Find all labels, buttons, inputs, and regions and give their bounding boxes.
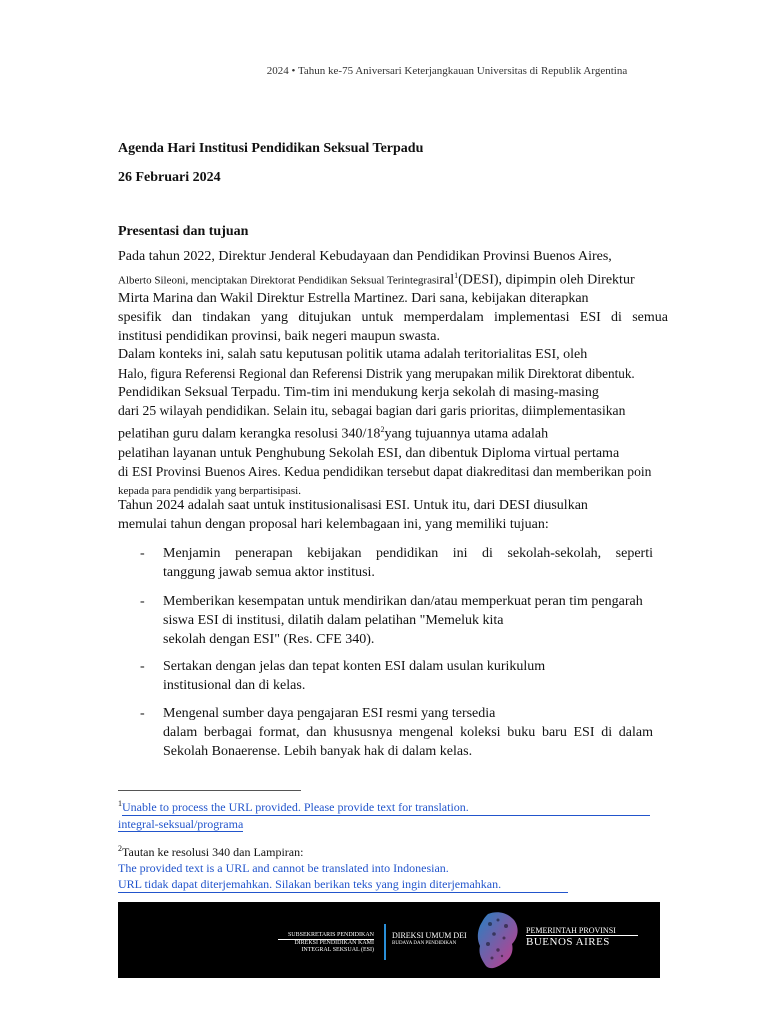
list-item-line: institusional dan di kelas. [163,677,306,693]
list-bullet: - [140,546,145,561]
logo-divider [384,924,386,960]
list-item-line: Mengenal sumber daya pengajaran ESI resmi yang tersedia [163,706,496,721]
footnote-mark: 2 [118,844,122,853]
paragraph-text: pelatihan guru dalam kerangka resolusi 340/18 [118,426,381,442]
list-bullet: - [140,706,145,721]
paragraph-small-text: Alberto Sileoni, menciptakan Direktorat Pendidikan Seksual Terintegrasi [118,274,440,287]
paragraph-line: Dalam konteks ini, salah satu keputusan politik utama adalah teritorialitas ESI, oleh [118,347,588,362]
logo-text: DIREKSI PENDIDIKAN KAMI [294,940,374,946]
list-item-line: siswa ESI di institusi, dilatih dalam pelatihan "Memeluk kita [163,612,504,628]
paragraph-line: Mirta Marina dan Wakil Direktur Estrella Martinez. Dari sana, kebijakan diterapkan [118,291,589,307]
paragraph-line: Tahun 2024 adalah saat untuk institusionalisasi ESI. Untuk itu, dari DESI diusulkan [118,498,588,513]
logo-text: SUBSEKRETARIS PENDIDIKAN [278,932,374,940]
paragraph-text: (DESI), dipimpin oleh Direktur [458,272,635,288]
paragraph-1 [118,248,668,347]
list-item-line: Menjamin penerapan kebijakan pendidikan ini di sekolah-sekolah, seperti [163,546,653,561]
footnote-2 [118,841,568,893]
footer-banner [118,902,660,978]
logo-text: PEMERINTAH PROVINSI [526,926,638,936]
logo-text: DIREKSI UMUM DEI [392,931,467,940]
list-item-line: Sekolah Bonaerense. Lebih banyak hak di dalam kelas. [163,743,473,759]
logo-text: BUENOS AIRES [526,936,610,948]
paragraph-3 [118,497,668,535]
page-header: 2024 • Tahun ke-75 Aniversari Keterjangkauan Universitas di Republik Argentina [266,65,628,77]
paragraph-line: Halo, figura Referensi Regional dan Referensi Distrik yang merupakan milik Direktorat dibentuk. [118,365,635,381]
footnote-2-label: Tautan ke resolusi 340 dan Lampiran: [122,845,304,859]
province-government-logo [526,926,638,949]
footnote-2-link[interactable]: The provided text is a URL and cannot be translated into Indonesian. [118,861,449,875]
footnote-1 [118,796,650,832]
paragraph-line: kepada para pendidik yang berpartisipasi. [118,485,301,498]
paragraph-text: ral [439,272,455,288]
document-title: Agenda Hari Institusi Pendidikan Seksual Terpadu [118,141,424,156]
footnote-ref-1[interactable]: 1 [454,270,459,280]
logo-text: INTEGRAL SEKSUAL (ESI) [301,947,374,953]
directorate-logo [392,932,468,948]
logo-text: BUDAYA DAN PENDIDIKAN [392,941,457,946]
list-item-line: sekolah dengan ESI" (Res. CFE 340). [163,631,375,647]
list-bullet: - [140,594,145,609]
list-item-line: tanggung jawab semua aktor institusi. [163,564,375,580]
paragraph-2 [118,346,668,501]
paragraph-line [118,267,668,290]
paragraph-text: yang tujuannya utama adalah [384,426,549,442]
footnote-2-link-continued[interactable]: URL tidak dapat diterjemahkan. Silakan berikan teks yang ingin diterjemahkan. [118,876,568,893]
list-item-line: dalam berbagai format, dan khususnya mengenal koleksi buku baru ESI di dalam [163,724,653,740]
footnote-1-link-continued[interactable]: integral-seksual/programa [118,817,244,831]
section-heading: Presentasi dan tujuan [118,224,249,239]
paragraph-line: Pendidikan Seksual Terpadu. Tim-tim ini mendukung kerja sekolah di masing-masing [118,384,599,400]
subsecretariat-logo [278,932,374,954]
list-item-line: Memberikan kesempatan untuk mendirikan dan/atau memperkuat peran tim pengarah [163,594,643,609]
paragraph-line: spesifik dan tindakan yang ditujukan untuk memperdalam implementasi ESI di semua [118,310,668,326]
paragraph-line: memulai tahun dengan proposal hari kelembagaan ini, yang memiliki tujuan: [118,516,549,532]
paragraph-line: dari 25 wilayah pendidikan. Selain itu, sebagai bagian dari garis prioritas, diimplementasikan [118,403,626,419]
paragraph-line: institusi pendidikan provinsi, baik negeri maupun swasta. [118,328,440,344]
paragraph-line: di ESI Provinsi Buenos Aires. Kedua pendidikan tersebut dapat diakreditasi dan memberikan poin [118,464,652,480]
footnote-1-link[interactable]: Unable to process the URL provided. Please provide text for translation. [122,799,650,816]
footnote-ref-2[interactable]: 2 [380,425,385,435]
footnote-mark: 1 [118,799,122,808]
paragraph-line: pelatihan layanan untuk Penghubung Sekolah ESI, dan dibentuk Diploma virtual pertama [118,445,620,461]
list-item-line: Sertakan dengan jelas dan tepat konten ESI dalam usulan kurikulum [163,659,546,674]
footnote-separator [118,790,301,791]
paragraph-line [118,421,668,444]
document-date: 26 Februari 2024 [118,170,221,185]
buenos-aires-province-emblem-icon [474,910,522,972]
list-bullet: - [140,659,145,674]
paragraph-line: Pada tahun 2022, Direktur Jenderal Kebudayaan dan Pendidikan Provinsi Buenos Aires, [118,249,612,264]
